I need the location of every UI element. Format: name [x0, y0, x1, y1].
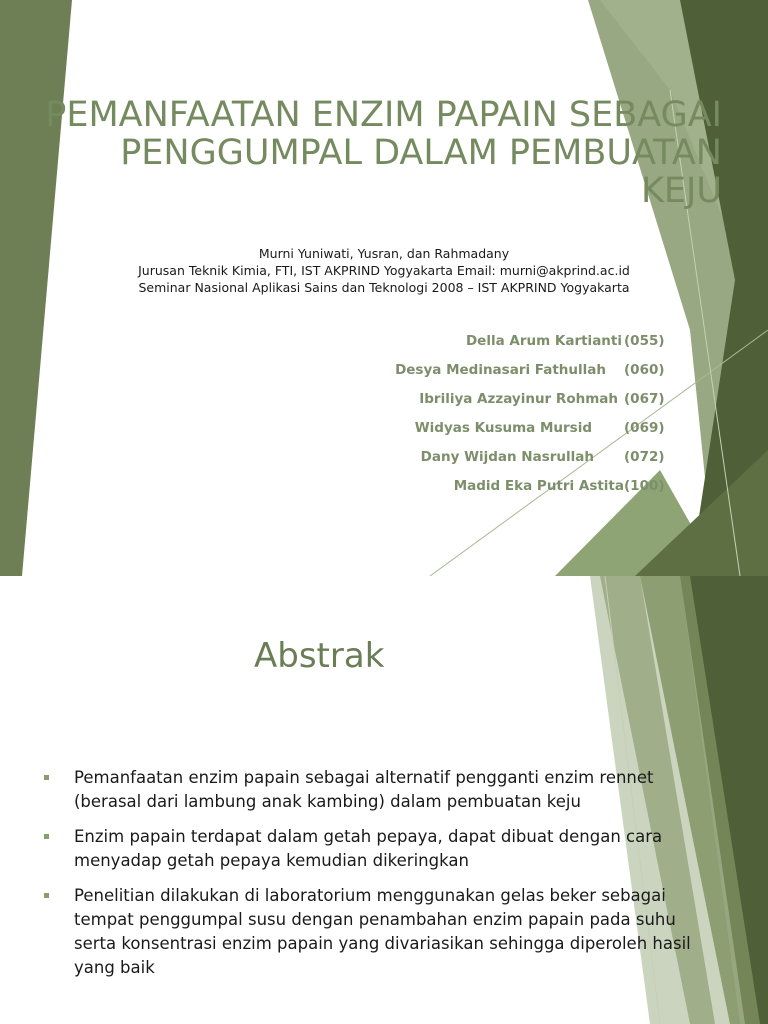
- abstract-slide: [0, 576, 768, 1024]
- bullet-text: Pemanfaatan enzim papain sebagai alternatif pengganti enzim rennet (berasal dari lambung anak kambing) dalam pembuatan keju: [74, 768, 654, 811]
- list-item: [44, 766, 694, 814]
- member-row: [0, 478, 768, 507]
- member-row: [0, 420, 768, 449]
- bullet-text: Penelitian dilakukan di laboratorium menggunakan gelas beker sebagai tempat penggumpal susu dengan penambahan enzim papain pada suhu serta konsentrasi enzim papain yang divariasikan sehingga diperoleh hasil yang baik: [74, 886, 691, 977]
- member-id: (100): [624, 478, 665, 494]
- bullet-text: Enzim papain terdapat dalam getah pepaya, dapat dibuat dengan cara menyadap getah pepaya kemudian dikeringkan: [74, 827, 663, 870]
- bullet-marker-icon: [44, 893, 49, 898]
- member-id: (072): [624, 449, 665, 465]
- list-item: [44, 884, 694, 980]
- title-line: KEJU: [640, 171, 722, 211]
- member-row: [0, 449, 768, 478]
- member-name: Desya Medinasari Fathullah: [395, 362, 606, 378]
- member-name: Dany Wijdan Nasrullah: [420, 449, 594, 465]
- title-line: PENGGUMPAL DALAM PEMBUATAN: [120, 133, 722, 173]
- authors-line: Murni Yuniwati, Yusran, dan Rahmadany: [258, 246, 510, 261]
- member-name: Della Arum Kartianti: [465, 333, 622, 349]
- bullet-marker-icon: [44, 775, 49, 780]
- seminar-line: Seminar Nasional Aplikasi Sains dan Teknologi 2008 – IST AKPRIND Yogyakarta: [138, 280, 630, 295]
- title-line: PEMANFAATAN ENZIM PAPAIN SEBAGAI: [45, 95, 722, 135]
- paper-info: [80, 245, 688, 296]
- member-id: (067): [624, 391, 665, 407]
- affiliation-line: Jurusan Teknik Kimia, FTI, IST AKPRIND Yogyakarta Email: murni@akprind.ac.id: [138, 263, 630, 278]
- member-id: (055): [624, 333, 665, 349]
- slide-heading: Abstrak: [254, 636, 385, 676]
- bullet-marker-icon: [44, 834, 49, 839]
- member-name: Widyas Kusuma Mursid: [414, 420, 592, 436]
- member-id: (069): [624, 420, 665, 436]
- member-id: (060): [624, 362, 665, 378]
- presentation-title: [40, 96, 722, 210]
- member-row: [0, 391, 768, 420]
- abstract-bullet-list: [44, 766, 694, 991]
- member-name: Ibriliya Azzayinur Rohmah: [419, 391, 618, 407]
- member-row: [0, 333, 768, 362]
- member-row: [0, 362, 768, 391]
- member-name: Madid Eka Putri Astita: [453, 478, 624, 494]
- list-item: [44, 825, 694, 873]
